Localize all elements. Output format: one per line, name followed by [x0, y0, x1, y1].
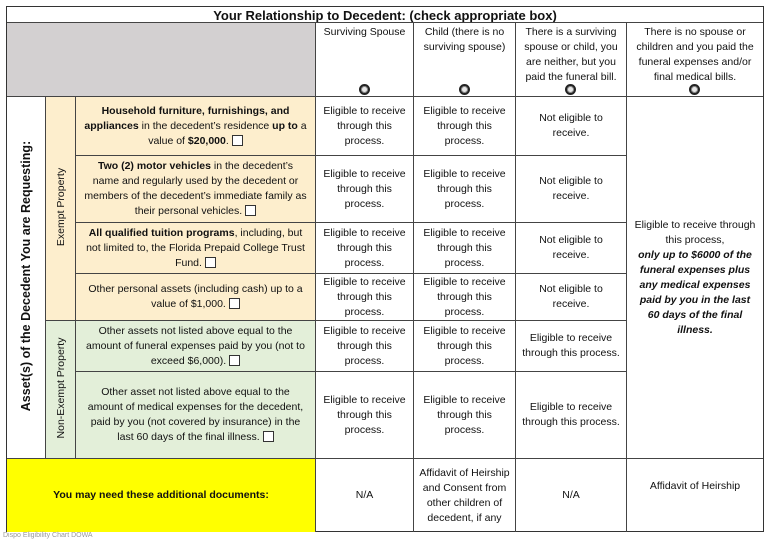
eligibility-text: Eligible to receive through this process.	[323, 275, 406, 318]
merged-eligibility-plain: Eligible to receive through this process,	[634, 218, 756, 246]
column-label: There is no spouse or children and you paid the funeral expenses and/or final medical bills.	[636, 26, 754, 83]
eligibility-text: Eligible to receive through this process.	[522, 332, 620, 359]
merged-eligibility-cell	[626, 96, 763, 458]
eligibility-cell-surviving-spouse	[315, 96, 413, 155]
eligibility-cell-child	[413, 320, 515, 371]
documents-value: Affidavit of Heirship	[649, 480, 741, 492]
asset-description-text: in the decedent’s residence	[138, 119, 273, 132]
group-exempt-property	[45, 96, 75, 320]
asset-checkbox[interactable]	[205, 257, 216, 268]
eligibility-text: Eligible to receive through this process.	[323, 167, 406, 210]
eligibility-cell-paid-funeral	[515, 371, 626, 458]
asset-description-text: Other personal assets (including cash) up to a value of $1,000.	[88, 283, 303, 310]
asset-checkbox[interactable]	[229, 298, 240, 309]
asset-checkbox[interactable]	[232, 135, 243, 146]
eligibility-cell-paid-funeral	[515, 155, 626, 222]
eligibility-text: Eligible to receive through this process.	[323, 324, 406, 367]
eligibility-text: Eligible to receive through this process.	[323, 104, 406, 147]
column-header-no-spouse-or-children	[626, 22, 763, 96]
group-label: Non-Exempt Property	[55, 337, 67, 439]
documents-cell-no-spouse-or-children	[626, 458, 763, 532]
eligibility-text: Not eligible to receive.	[539, 175, 603, 202]
eligibility-text: Not eligible to receive.	[539, 112, 603, 139]
documents-label-cell	[7, 458, 315, 532]
asset-description-text: Two (2) motor vehicles	[97, 160, 211, 172]
eligibility-text: Eligible to receive through this process.	[423, 324, 506, 367]
asset-description-text: Other assets not listed above equal to the amount of funeral expenses paid by you (not to exceed $6,000).	[86, 324, 305, 367]
column-header-surviving-spouse	[315, 22, 413, 96]
documents-label: You may need these additional documents:	[53, 489, 269, 501]
eligibility-text: Eligible to receive through this process.	[423, 226, 506, 269]
eligibility-text: Eligible to receive through this process.	[522, 401, 620, 428]
column-header-child	[413, 22, 515, 96]
eligibility-cell-child	[413, 155, 515, 222]
eligibility-cell-paid-funeral	[515, 320, 626, 371]
documents-value: N/A	[562, 489, 580, 501]
asset-description-text: in the decedent’s name and regularly used by the decedent or members of the decedent’s immediate family as their personal vehicles.	[84, 160, 307, 217]
radio-button[interactable]	[689, 84, 700, 95]
eligibility-cell-child	[413, 222, 515, 273]
eligibility-cell-surviving-spouse	[315, 320, 413, 371]
asset-description-text: , including, but not limited to, the Florida Prepaid College Trust Fund.	[86, 226, 305, 269]
asset-description-text: All qualified tuition programs	[88, 226, 235, 239]
asset-description	[75, 96, 315, 155]
asset-checkbox[interactable]	[245, 205, 256, 216]
eligibility-cell-surviving-spouse	[315, 273, 413, 320]
asset-description	[75, 222, 315, 273]
eligibility-text: Eligible to receive through this process.	[423, 104, 506, 147]
header-blank	[7, 22, 315, 96]
radio-button[interactable]	[359, 84, 370, 95]
eligibility-cell-child	[413, 96, 515, 155]
merged-eligibility-emphasis: only up to $6000 of the funeral expenses plus any medical expenses paid by you in the last 60 days of the final illness.	[638, 248, 752, 336]
eligibility-cell-paid-funeral	[515, 273, 626, 320]
eligibility-cell-surviving-spouse	[315, 371, 413, 458]
column-label: Child (there is no surviving spouse)	[423, 26, 506, 53]
eligibility-text: Not eligible to receive.	[539, 283, 603, 310]
asset-description-text: $20,000	[187, 134, 226, 147]
asset-checkbox[interactable]	[263, 431, 274, 442]
asset-description	[75, 371, 315, 458]
eligibility-text: Eligible to receive through this process.	[423, 275, 506, 318]
column-label: Surviving Spouse	[323, 26, 406, 38]
table-title: Your Relationship to Decedent: (check appropriate box)	[213, 7, 557, 23]
asset-description-text: .	[225, 134, 229, 147]
column-label: There is a surviving spouse or child, you are neither, but you paid the funeral bill.	[524, 26, 618, 83]
eligibility-cell-paid-funeral	[515, 96, 626, 155]
column-header-paid-funeral	[515, 22, 626, 96]
group-non-exempt-property	[45, 320, 75, 458]
eligibility-cell-child	[413, 371, 515, 458]
asset-description	[75, 273, 315, 320]
eligibility-text: Not eligible to receive.	[539, 234, 603, 261]
documents-cell-child	[413, 458, 515, 532]
radio-button[interactable]	[565, 84, 576, 95]
radio-button[interactable]	[459, 84, 470, 95]
eligibility-text: Eligible to receive through this process.	[323, 393, 406, 436]
documents-value: Affidavit of Heirship and Consent from other children of decedent, if any	[419, 466, 510, 524]
asset-checkbox[interactable]	[229, 355, 240, 366]
asset-description-text: up to	[272, 119, 298, 132]
side-label-cell	[7, 96, 45, 458]
documents-value: N/A	[355, 489, 374, 501]
eligibility-cell-surviving-spouse	[315, 155, 413, 222]
footer-caption: Dispo Eligibility Chart DOWA	[3, 532, 93, 539]
documents-cell-surviving-spouse	[315, 458, 413, 532]
asset-description-text: a value of	[148, 119, 307, 147]
asset-description-text: Household furniture, furnishings, and appliances	[84, 104, 290, 132]
eligibility-text: Eligible to receive through this process.	[323, 226, 406, 269]
documents-cell-paid-funeral	[515, 458, 626, 532]
eligibility-cell-paid-funeral	[515, 222, 626, 273]
eligibility-text: Eligible to receive through this process.	[423, 167, 506, 210]
eligibility-cell-surviving-spouse	[315, 222, 413, 273]
asset-description-text: Other asset not listed above equal to the amount of medical expenses for the decedent, paid by you (not covered by insurance) in the last 60 days of the final illness.	[87, 386, 304, 443]
eligibility-text: Eligible to receive through this process.	[423, 393, 506, 436]
eligibility-cell-child	[413, 273, 515, 320]
asset-description	[75, 320, 315, 371]
side-label: Asset(s) of the Decedent You are Requesting:	[19, 140, 33, 412]
asset-description	[75, 155, 315, 222]
group-label: Exempt Property	[55, 167, 67, 247]
